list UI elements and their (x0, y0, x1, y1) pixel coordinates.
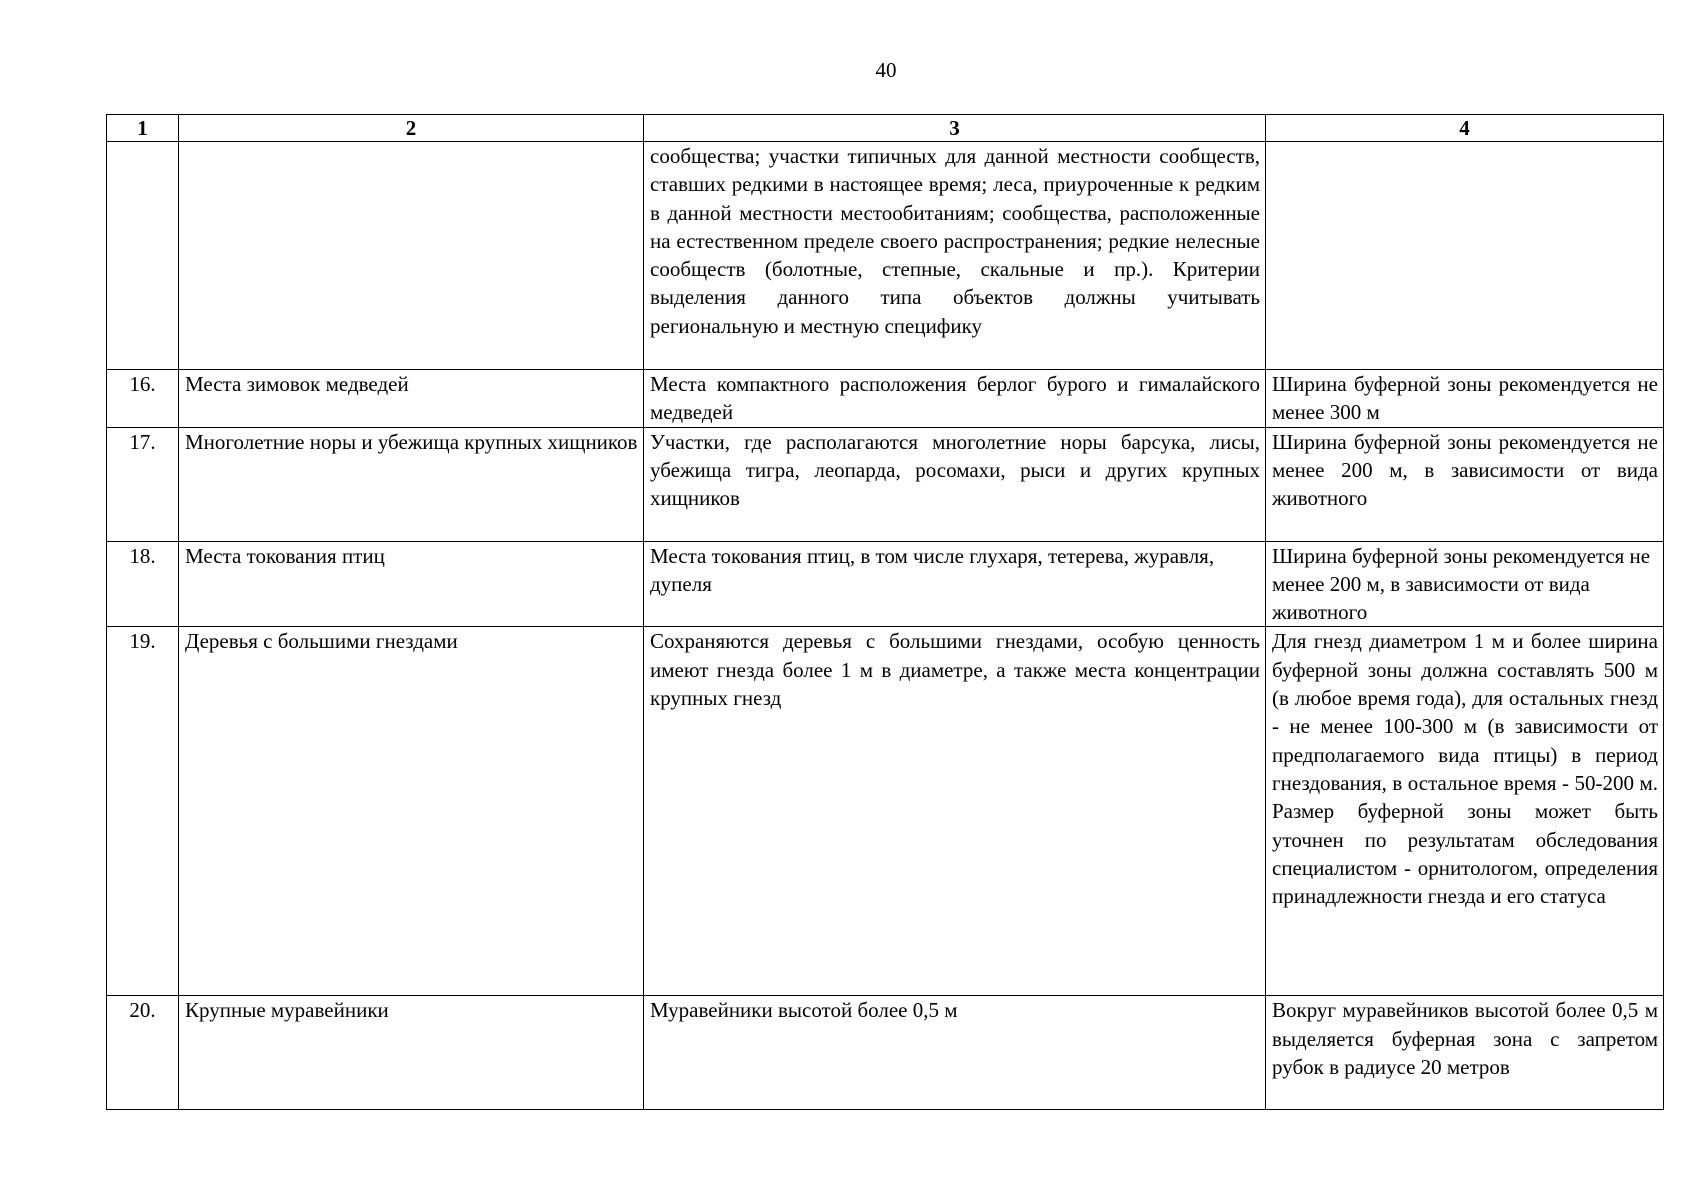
row-number: 19. (107, 627, 179, 996)
row-number: 16. (107, 370, 179, 428)
header-row (107, 115, 1664, 142)
buffer-zone: Ширина буферной зоны рекомендуется не менее 200 м, в зависимости от вида животного (1266, 541, 1664, 627)
object-name: Крупные муравейники (179, 996, 644, 1110)
header-col-1: 1 (107, 115, 179, 142)
buffer-zone: Ширина буферной зоны рекомендуется не менее 200 м, в зависимости от вида животного (1266, 427, 1664, 541)
buffer-zone: Для гнезд диаметром 1 м и более ширина буферной зоны должна составлять 500 м (в любое время года), для остальных гнезд - не менее 100-300 м (в зависимости от предполагаемого вида птицы) в период гнездования, в остальное время - 50-200 м. Размер буферной зоны может быть уточнен по результатам обследования специалистом - орнитологом, определения принадлежности гнезда и его статуса (1266, 627, 1664, 996)
row-number: 18. (107, 541, 179, 627)
table-row (107, 996, 1664, 1110)
table-row (107, 142, 1664, 370)
object-description: Места токования птиц, в том числе глухаря, тетерева, журавля, дупеля (644, 541, 1266, 627)
table-row (107, 541, 1664, 627)
object-description: сообщества; участки типичных для данной местности сообществ, ставших редкими в настоящее время; леса, приуроченные к редким в данной местности местообитаниям; сообщества, расположенные на естественном пределе своего распространения; редкие нелесные сообществ (болотные, степные, скальные и пр.). Критерии выделения данного типа объектов должны учитывать региональную и местную специфику (644, 142, 1266, 370)
header-col-2: 2 (179, 115, 644, 142)
object-name: Деревья с большими гнездами (179, 627, 644, 996)
row-number (107, 142, 179, 370)
table-row (107, 627, 1664, 996)
object-description: Места компактного расположения берлог бурого и гималайского медведей (644, 370, 1266, 428)
header-col-4: 4 (1266, 115, 1664, 142)
regulation-table (106, 114, 1664, 1110)
table-header (107, 115, 1664, 142)
table-row (107, 427, 1664, 541)
row-number: 17. (107, 427, 179, 541)
table-body (107, 142, 1664, 1110)
object-name: Места токования птиц (179, 541, 644, 627)
object-name: Многолетние норы и убежища крупных хищников (179, 427, 644, 541)
page-number: 40 (875, 58, 897, 82)
row-number: 20. (107, 996, 179, 1110)
object-description: Участки, где располагаются многолетние норы барсука, лисы, убежища тигра, леопарда, росомахи, рыси и других крупных хищников (644, 427, 1266, 541)
table-row (107, 370, 1664, 428)
buffer-zone (1266, 142, 1664, 370)
object-name (179, 142, 644, 370)
object-name: Места зимовок медведей (179, 370, 644, 428)
object-description: Сохраняются деревья с большими гнездами, особую ценность имеют гнезда более 1 м в диаметре, а также места концентрации крупных гнезд (644, 627, 1266, 996)
buffer-zone: Ширина буферной зоны рекомендуется не менее 300 м (1266, 370, 1664, 428)
object-description: Муравейники высотой более 0,5 м (644, 996, 1266, 1110)
buffer-zone: Вокруг муравейников высотой более 0,5 м выделяется буферная зона с запретом рубок в радиусе 20 метров (1266, 996, 1664, 1110)
header-col-3: 3 (644, 115, 1266, 142)
